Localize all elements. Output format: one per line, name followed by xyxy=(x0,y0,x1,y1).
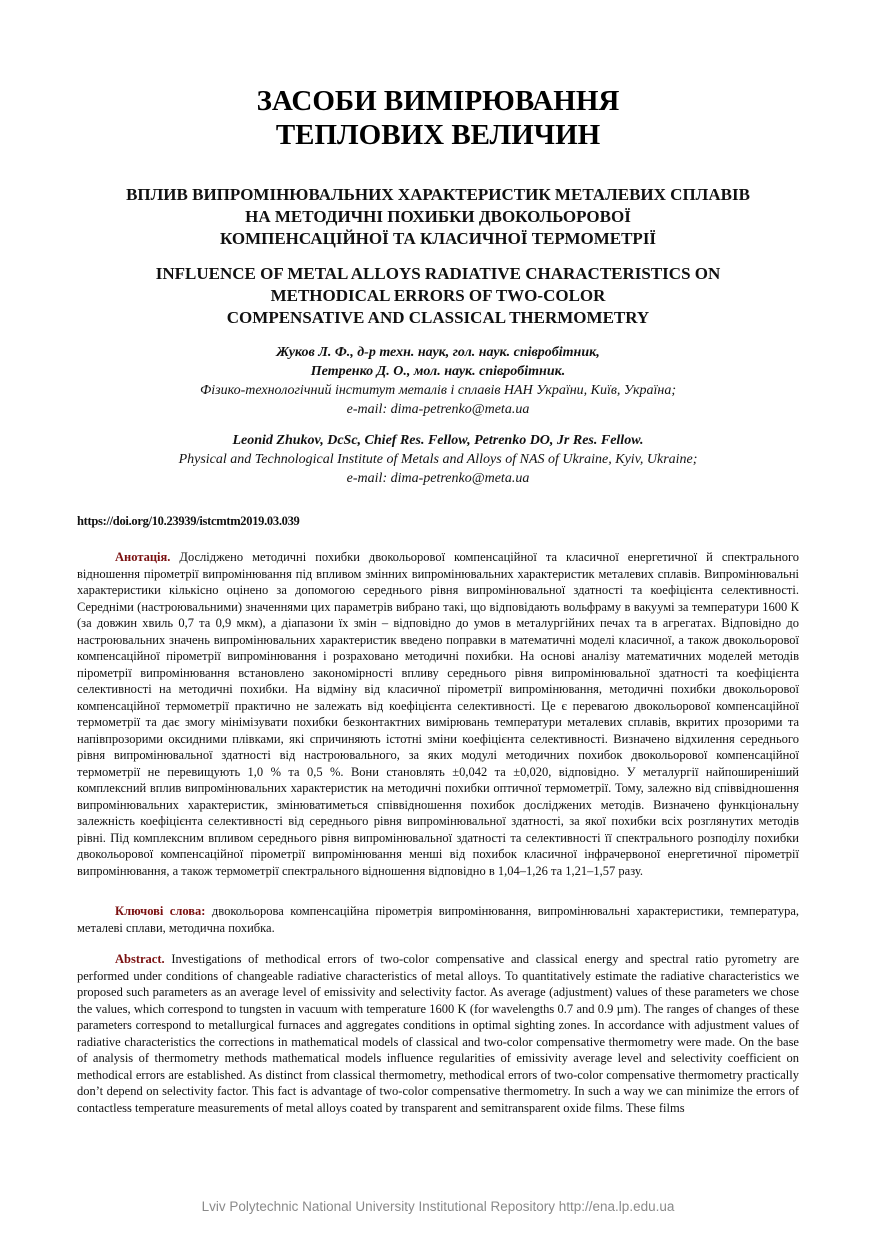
keywords-paragraph xyxy=(77,903,799,936)
article-title-ukrainian xyxy=(0,184,876,250)
doi-link[interactable]: https://doi.org/10.23939/istcmtm2019.03.039 xyxy=(77,514,300,528)
abstract-paragraph xyxy=(77,951,799,1116)
title-ua-line-3: КОМПЕНСАЦІЙНОЇ ТА КЛАСИЧНОЇ ТЕРМОМЕТРІЇ xyxy=(219,229,657,248)
author-2-ua: Петренко Д. О., мол. наук. співробітник. xyxy=(310,364,566,379)
repository-footer: Lviv Polytechnic National University Institutional Repository http://ena.lp.edu.ua xyxy=(201,1199,675,1214)
authors-ukrainian xyxy=(0,343,876,419)
author-1-ua: Жуков Л. Ф., д-р техн. наук, гол. наук. співробітник, xyxy=(276,345,600,360)
title-ua-line-2: НА МЕТОДИЧНІ ПОХИБКИ ДВОКОЛЬОРОВОЇ xyxy=(245,207,631,226)
abstract-label: Abstract. xyxy=(115,952,165,966)
section-title xyxy=(0,84,876,152)
title-en-line-2: METHODICAL ERRORS OF TWO-COLOR xyxy=(270,286,606,305)
authors-en-names: Leonid Zhukov, DcSc, Chief Res. Fellow, Petrenko DO, Jr Res. Fellow. xyxy=(232,433,644,448)
annotation-paragraph xyxy=(77,549,799,879)
section-title-line-2: ТЕПЛОВИХ ВЕЛИЧИН xyxy=(275,119,601,151)
annotation-text: Досліджено методичні похибки двокольорової компенсаційної та класичної енергетичної й спектрального відношення пірометрії випромінювання під впливом змінних випромінювальних характеристик металевих сплавів. Випромінювальні характеристики кількісно оцінено за допомогою середнього рівня випромінювальної здатності та коефіцієнта селективності. Середніми (настроювальними) значеннями цих параметрів вибрано такі, що відповідають вольфраму в вакуумі за температури 1600 К (за довжин хвиль 0,7 та 0,9 мкм), а діапазони їх змін – відповідно до умов в металургійних печах та в агрегатах. Відповідно до настроювальних значень випромінювальних характеристик введено поправки в математичні моделі класичної, а також двокольорової компенсаційної пірометрії випромінювання і розраховано методичні похибки. На основі аналізу математичних моделей методів пірометрії випромінювання встановлено закономірності впливу середнього рівня випромінювальної здатності та коефіцієнта селективності на методичні похибки. На відміну від класичної пірометрії випромінювання, методичні похибки двокольорової компенсаційної термометрії практично не залежать від коефіцієнта селективності. Це є перевагою двокольорової компенсаційної термометрії та дає змогу мінімізувати похибки безконтактних вимірювань температури металевих сплавів, вкритих прозорими та напівпрозорими оксидними плівками, які спричиняють істотні зміни коефіцієнта селективності. Визначено відхилення середнього рівня випромінювальної здатності від настроювального, за яких модулі методичних похибок двокольорової компенсаційної термометрії не перевищують 1,0 % та 0,5 %. Вони становлять ±0,042 та ±0,020, відповідно. У металургії найпоширеніший комплексний вплив випромінювальних характеристик на методичні похибки оптичної термометрії. Тому, залежно від співвідношення випромінювальних характеристик, змінюватиметься співвідношення похибок досліджених методів. Визначено функціональну залежність коефіцієнта селективності від середнього рівня випромінювальної здатності, за якої похибки всіх розглянутих методів рівні. Під комплексним впливом середнього рівня випромінювальної здатності та селективності її спектрального розподілу похибки двокольорової компенсаційної пірометрії випромінювання менші від похибок класичної інфрачервоної енергетичної пірометрії випромінювання, а також термометрії спектрального відношення відповідно в 1,04–1,26 та 1,21–1,57 разу. xyxy=(77,550,800,878)
annotation-label: Анотація. xyxy=(115,550,171,564)
title-ua-line-1: ВПЛИВ ВИПРОМІНЮВАЛЬНИХ ХАРАКТЕРИСТИК МЕТАЛЕВИХ СПЛАВІВ xyxy=(126,185,750,204)
email-en: e-mail: dima-petrenko@meta.ua xyxy=(346,471,530,486)
title-en-line-3: COMPENSATIVE AND CLASSICAL THERMOMETRY xyxy=(226,308,650,327)
affiliation-en: Physical and Technological Institute of Metals and Alloys of NAS of Ukraine, Kyiv, Ukraine; xyxy=(178,452,698,467)
section-title-line-1: ЗАСОБИ ВИМІРЮВАННЯ xyxy=(256,85,620,117)
keywords-text: двокольорова компенсаційна пірометрія випромінювання, випромінювальні характеристики, температура, металеві сплави, методична похибка. xyxy=(77,904,800,935)
abstract-text: Investigations of methodical errors of two-color compensative and classical energy and spectral ratio pyrometry are performed under conditions of changeable radiative characteristics of metal alloys. To quantitatively estimate the radiative characteristics we proposed such parameters as an average level of emissivity and selectivity factor. As average (adjustment) values of these parameters we chose the values, which correspond to tungsten in vacuum with temperature 1600 K (for wavelengths 0.7 and 0.9 µm). The ranges of changes of these parameters correspond to metallurgical furnaces and aggregates conditions in optimal sighting zones. In accordance with adjustment values of radiative characteristics the corrections in mathematical models of classical and two-color compensative thermometry were made. On the base of analysis of thermometry methods mathematical models influence regularities of emissivity average level and selectivity coefficient on methodical errors are established. As distinct from classical thermometry, methodical errors of two-color compensative thermometry practically don’t depend on selectivity factor. This fact is advantage of two-color compensative thermometry. In such a way we can minimize the errors of contactless temperature measurements of metal alloys coated by transparent and semitransparent oxide films. These films xyxy=(77,952,799,1115)
affiliation-ua: Фізико-технологічний інститут металів і сплавів НАН України, Київ, Україна; xyxy=(199,383,677,398)
email-ua: e-mail: dima-petrenko@meta.ua xyxy=(346,402,530,417)
title-en-line-1: INFLUENCE OF METAL ALLOYS RADIATIVE CHARACTERISTICS ON xyxy=(155,264,721,283)
article-title-english xyxy=(0,263,876,329)
keywords-label: Ключові слова: xyxy=(115,904,206,918)
authors-english xyxy=(0,431,876,488)
